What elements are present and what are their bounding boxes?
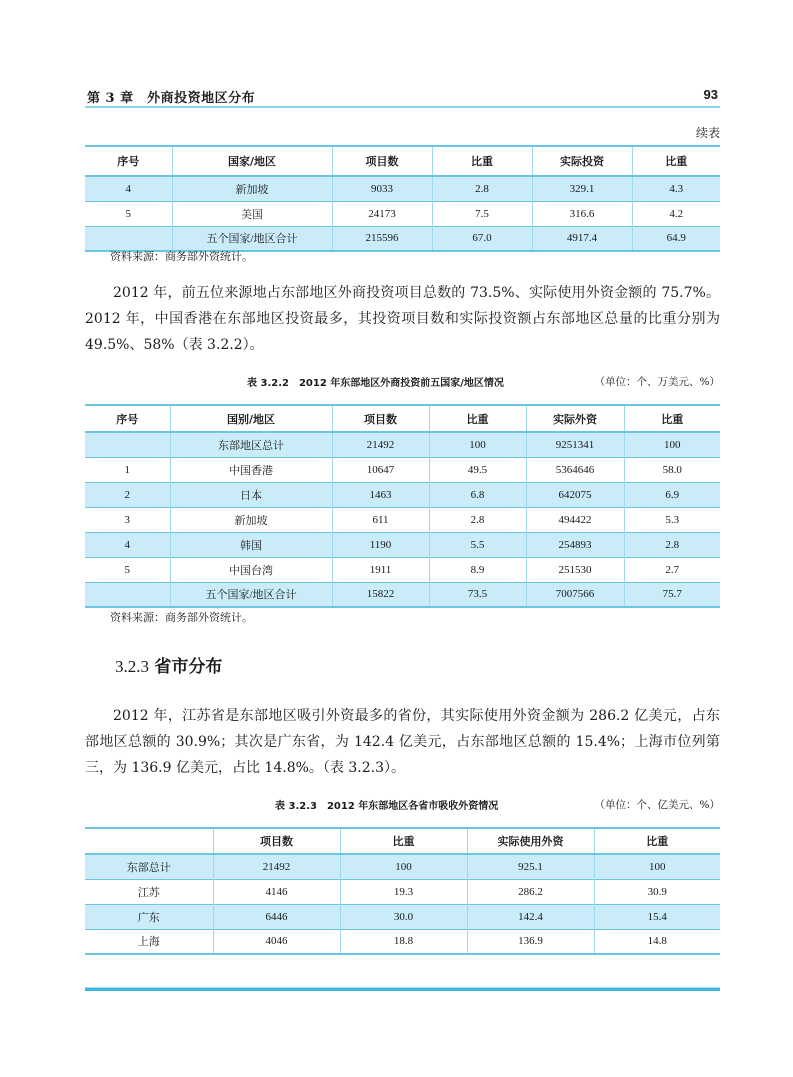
- column-header: 项目数: [213, 828, 340, 854]
- table-cell: 24173: [332, 201, 432, 226]
- table-cell: 136.9: [467, 929, 594, 954]
- table-cell: 21492: [332, 432, 429, 457]
- table-title: 表 3.2.3 2012 年东部地区各省市吸收外资情况: [275, 801, 499, 812]
- table-cell: 广东: [85, 904, 213, 929]
- table-row: [85, 929, 720, 954]
- table-cell: [85, 432, 170, 457]
- table-cell: 30.0: [340, 904, 467, 929]
- table-cell: 19.3: [340, 879, 467, 904]
- section-heading: [115, 652, 222, 677]
- table-cell: 4917.4: [532, 226, 632, 251]
- table-cell: 2.7: [624, 557, 720, 582]
- table-cell: 5364646: [526, 457, 624, 482]
- table-3-2-3: [85, 827, 720, 955]
- column-header: 序号: [85, 146, 172, 176]
- table-cell: 7007566: [526, 582, 624, 607]
- table-3-2-2: [85, 404, 720, 608]
- table-cell: 286.2: [467, 879, 594, 904]
- table-header-row: [85, 405, 720, 432]
- column-header: 项目数: [332, 146, 432, 176]
- table-cell: 18.8: [340, 929, 467, 954]
- column-header: [85, 828, 213, 854]
- table-row: [85, 201, 720, 226]
- table-cell: 6.9: [624, 482, 720, 507]
- section-title: 省市分布: [154, 657, 223, 677]
- table-cell: 东部总计: [85, 854, 213, 879]
- table-cell: 1190: [332, 532, 429, 557]
- table-title: 表 3.2.2 2012 年东部地区外商投资前五国家/地区情况: [247, 378, 504, 389]
- table-row: [85, 532, 720, 557]
- column-header: 比重: [429, 405, 526, 432]
- table-cell: [85, 582, 170, 607]
- table-cell: 58.0: [624, 457, 720, 482]
- table-cell: 韩国: [170, 532, 332, 557]
- column-header: 实际投资: [532, 146, 632, 176]
- table-cell: 新加坡: [170, 507, 332, 532]
- table-cell: 中国香港: [170, 457, 332, 482]
- table-cell: 4.2: [632, 201, 720, 226]
- table-cell: 73.5: [429, 582, 526, 607]
- table-row: [85, 176, 720, 201]
- table-cell: 4: [85, 176, 172, 201]
- column-header: 实际外资: [526, 405, 624, 432]
- table-cell: 上海: [85, 929, 213, 954]
- column-header: 国家/地区: [172, 146, 332, 176]
- table-row: [85, 557, 720, 582]
- table-cell: 5: [85, 201, 172, 226]
- table-unit: （单位：个、亿美元、%）: [594, 799, 720, 811]
- table-cell: 49.5: [429, 457, 526, 482]
- table-cell: 5.5: [429, 532, 526, 557]
- table-cell: 14.8: [594, 929, 720, 954]
- table-row: [85, 507, 720, 532]
- table-cell: 10647: [332, 457, 429, 482]
- table-row-total: [85, 582, 720, 607]
- table-cell: 142.4: [467, 904, 594, 929]
- chapter-title: 第 3 章 外商投资地区分布: [87, 91, 256, 106]
- table-cell: 美国: [172, 201, 332, 226]
- column-header: 比重: [340, 828, 467, 854]
- table-cell: 3: [85, 507, 170, 532]
- table-cell: 1911: [332, 557, 429, 582]
- table-cell: 江苏: [85, 879, 213, 904]
- page-number: 93: [703, 87, 718, 102]
- paragraph-text: 2012 年，江苏省是东部地区吸引外资最多的省份，其实际使用外资金额为 286.2 亿美元，占东部地区总额的 30.9%；其次是广东省，为 142.4 亿美元，占东部地区总额的 15.4%；上海市位列第三，为 136.9 亿美元，占比 14.8%。（表 3.2.3）。: [85, 708, 720, 776]
- table-cell: 67.0: [432, 226, 532, 251]
- table-source-note: 资料来源：商务部外资统计。: [110, 611, 253, 624]
- running-header: [85, 86, 720, 108]
- table-cell: 5.3: [624, 507, 720, 532]
- table-cell: 100: [340, 854, 467, 879]
- table-cell: 东部地区总计: [170, 432, 332, 457]
- table-cell: 2.8: [432, 176, 532, 201]
- table-cell: 15.4: [594, 904, 720, 929]
- column-header: 国别/地区: [170, 405, 332, 432]
- table-cell: 新加坡: [172, 176, 332, 201]
- table-cell: 30.9: [594, 879, 720, 904]
- column-header: 比重: [632, 146, 720, 176]
- footer-divider: [85, 987, 720, 991]
- table-cell: 64.9: [632, 226, 720, 251]
- table-cell: 329.1: [532, 176, 632, 201]
- paragraph-text: 2012 年，前五位来源地占东部地区外商投资项目总数的 73.5%、实际使用外资金额的 75.7%。2012 年，中国香港在东部地区投资最多，其投资项目数和实际投资额占东部地区总量的比重分别为 49.5%、58%（表 3.2.2）。: [85, 285, 720, 353]
- table-cell: 21492: [213, 854, 340, 879]
- table-cell: 日本: [170, 482, 332, 507]
- table-cell: 1463: [332, 482, 429, 507]
- table-header-row: [85, 146, 720, 176]
- table-cell: 316.6: [532, 201, 632, 226]
- table-cell: 611: [332, 507, 429, 532]
- column-header: 比重: [624, 405, 720, 432]
- table-cell: 100: [624, 432, 720, 457]
- table-cell: 215596: [332, 226, 432, 251]
- table-cell: 9251341: [526, 432, 624, 457]
- table-cell: 75.7: [624, 582, 720, 607]
- table-cell: 7.5: [432, 201, 532, 226]
- table-cell: 8.9: [429, 557, 526, 582]
- table-cell: 9033: [332, 176, 432, 201]
- table-cell: 642075: [526, 482, 624, 507]
- table-cell: 6.8: [429, 482, 526, 507]
- column-header: 序号: [85, 405, 170, 432]
- table-row: [85, 879, 720, 904]
- continued-table: [85, 145, 720, 252]
- table-cell: 925.1: [467, 854, 594, 879]
- table-cell: 中国台湾: [170, 557, 332, 582]
- table-cell: 4: [85, 532, 170, 557]
- table-cell: 254893: [526, 532, 624, 557]
- section-number: 3.2.3: [115, 657, 149, 676]
- table-row: [85, 482, 720, 507]
- table-cell: 251530: [526, 557, 624, 582]
- table-cell: 100: [429, 432, 526, 457]
- table-source-note: 资料来源：商务部外资统计。: [110, 250, 253, 263]
- column-header: 实际使用外资: [467, 828, 594, 854]
- column-header: 比重: [432, 146, 532, 176]
- table-cell: 1: [85, 457, 170, 482]
- table-cell: 6446: [213, 904, 340, 929]
- table-cell: 2.8: [624, 532, 720, 557]
- table-cell: 4.3: [632, 176, 720, 201]
- table-row: [85, 904, 720, 929]
- table-cell: 15822: [332, 582, 429, 607]
- table-cell: 494422: [526, 507, 624, 532]
- body-paragraph: [85, 703, 720, 781]
- table-row-total: [85, 854, 720, 879]
- table-header-row: [85, 828, 720, 854]
- table-cell: 4146: [213, 879, 340, 904]
- continued-table-label: 续表: [695, 126, 720, 140]
- column-header: 比重: [594, 828, 720, 854]
- table-cell: 2: [85, 482, 170, 507]
- table-cell: 5: [85, 557, 170, 582]
- table-cell: 4046: [213, 929, 340, 954]
- table-cell: 五个国家/地区合计: [170, 582, 332, 607]
- column-header: 项目数: [332, 405, 429, 432]
- body-paragraph: [85, 280, 720, 358]
- table-cell: 2.8: [429, 507, 526, 532]
- table-unit: （单位：个、万美元、%）: [594, 376, 720, 388]
- table-cell: 五个国家/地区合计: [172, 226, 332, 251]
- table-cell: 100: [594, 854, 720, 879]
- table-row-total: [85, 432, 720, 457]
- table-row: [85, 457, 720, 482]
